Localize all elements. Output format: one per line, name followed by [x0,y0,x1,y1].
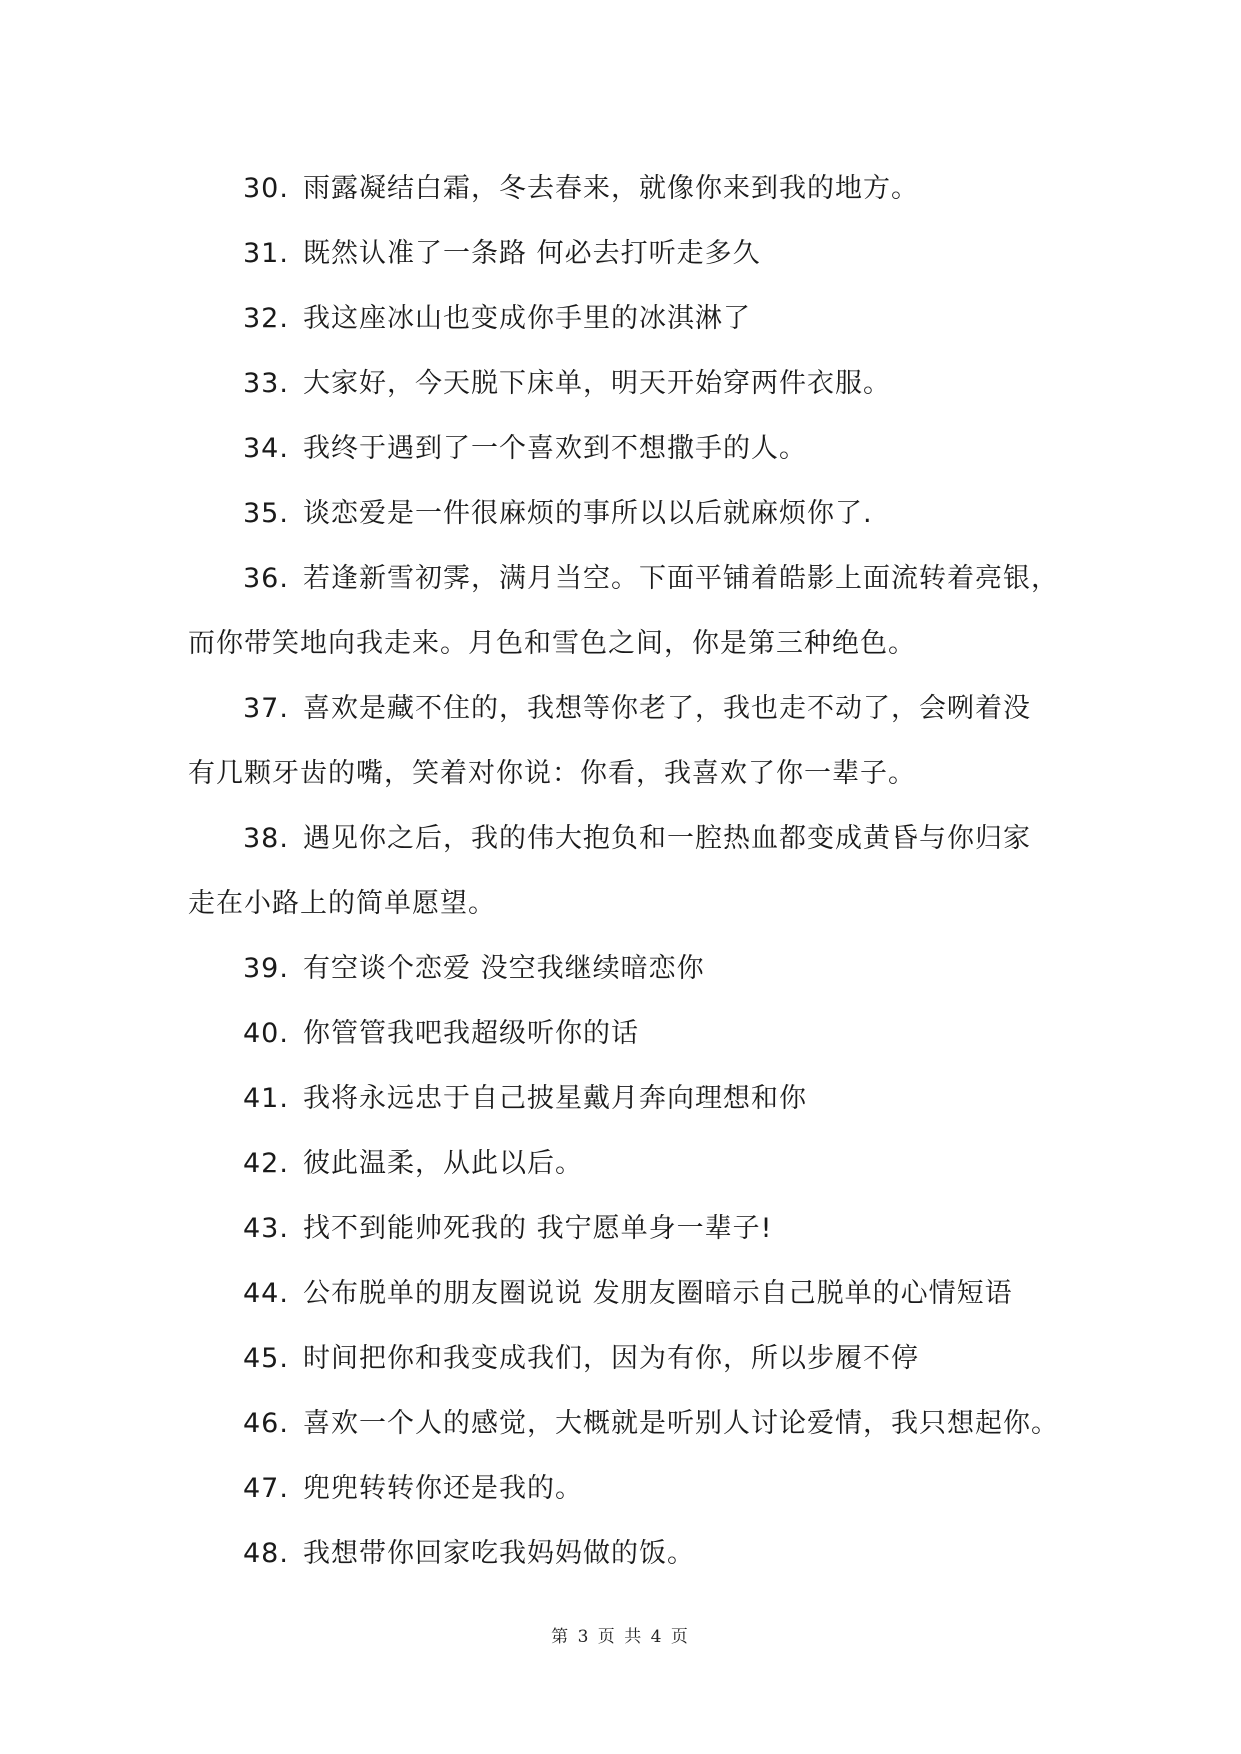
entry-line [188,676,1068,741]
entry-text: 喜欢是藏不住的，我想等你老了，我也走不动了，会咧着没 [303,693,1031,724]
entry-line [188,936,1068,1001]
entry-text: 你管管我吧我超级听你的话 [303,1018,639,1049]
entry-number: 32. [243,303,289,334]
entry-line [188,416,1068,481]
entry-text: 若逢新雪初霁，满月当空。下面平铺着皓影上面流转着亮银， [303,563,1059,594]
page-footer: 第 3 页 共 4 页 [551,1627,690,1647]
entry-number: 30. [243,173,289,204]
entry-line [188,1456,1068,1521]
entry-number: 46. [243,1408,289,1439]
entry-line [188,481,1068,546]
entry-text: 我将永远忠于自己披星戴月奔向理想和你 [303,1083,807,1114]
entry-text: 公布脱单的朋友圈说说 发朋友圈暗示自己脱单的心情短语 [303,1278,1013,1309]
entry-text: 雨露凝结白霜，冬去春来，就像你来到我的地方。 [303,173,919,204]
entry-line [188,351,1068,416]
entry-number: 31. [243,238,289,269]
entry-line [188,286,1068,351]
entry-number: 35. [243,498,289,529]
entry-line [188,806,1068,871]
entry-line [188,156,1068,221]
entry-number: 43. [243,1213,289,1244]
entry-line [188,1391,1068,1456]
entry-number: 36. [243,563,289,594]
entry-text: 喜欢一个人的感觉，大概就是听别人讨论爱情，我只想起你。 [303,1408,1059,1439]
entry-line [188,1066,1068,1131]
entry-continuation: 有几颗牙齿的嘴，笑着对你说：你看，我喜欢了你一辈子。 [188,758,916,789]
entry-number: 33. [243,368,289,399]
entry-number: 40. [243,1018,289,1049]
entry-line [188,1521,1068,1586]
entry-number: 44. [243,1278,289,1309]
entry-text: 谈恋爱是一件很麻烦的事所以以后就麻烦你了. [303,498,873,529]
entry-text: 时间把你和我变成我们，因为有你，所以步履不停 [303,1343,919,1374]
entry-number: 39. [243,953,289,984]
entry-continuation: 而你带笑地向我走来。月色和雪色之间，你是第三种绝色。 [188,628,916,659]
entry-number: 45. [243,1343,289,1374]
entry-number: 37. [243,693,289,724]
entry-list [188,156,1068,1586]
entry-text: 既然认准了一条路 何必去打听走多久 [303,238,761,269]
entry-line [188,1261,1068,1326]
entry-text: 我想带你回家吃我妈妈做的饭。 [303,1538,695,1569]
entry-text: 找不到能帅死我的 我宁愿单身一辈子! [303,1213,773,1244]
entry-text: 我这座冰山也变成你手里的冰淇淋了 [303,303,751,334]
entry-text: 大家好，今天脱下床单，明天开始穿两件衣服。 [303,368,891,399]
entry-number: 42. [243,1148,289,1179]
entry-text: 兜兜转转你还是我的。 [303,1473,583,1504]
entry-text: 彼此温柔，从此以后。 [303,1148,583,1179]
entry-line [188,1196,1068,1261]
entry-number: 38. [243,823,289,854]
entry-text: 有空谈个恋爱 没空我继续暗恋你 [303,953,705,984]
entry-number: 48. [243,1538,289,1569]
entry-text: 我终于遇到了一个喜欢到不想撒手的人。 [303,433,807,464]
entry-line [188,1001,1068,1066]
entry-text: 遇见你之后，我的伟大抱负和一腔热血都变成黄昏与你归家 [303,823,1031,854]
entry-continuation: 走在小路上的简单愿望。 [188,888,496,919]
entry-line [188,221,1068,286]
entry-line [188,1131,1068,1196]
entry-number: 34. [243,433,289,464]
entry-line [188,546,1068,611]
entry-number: 41. [243,1083,289,1114]
entry-number: 47. [243,1473,289,1504]
entry-line [188,1326,1068,1391]
